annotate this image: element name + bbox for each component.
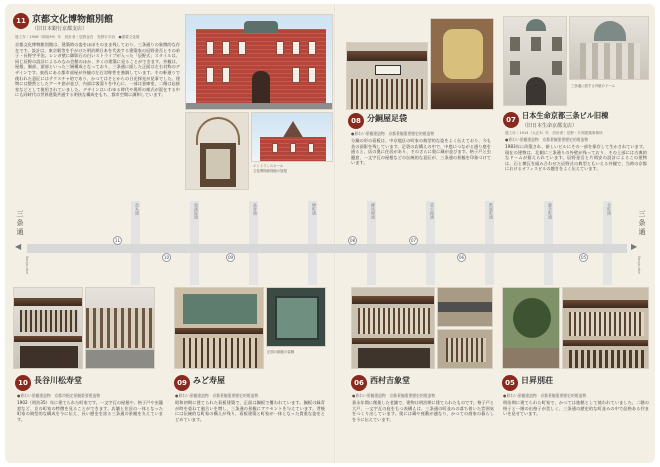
- cross-street: 富小路通: [426, 201, 435, 285]
- cross-street: 堺町通: [308, 201, 317, 285]
- cross-street: 烏丸通: [131, 201, 140, 285]
- photo-museum-roof: [251, 112, 333, 162]
- section-tag: ●界わい景観建造物 京都景観重要歴史的建造物: [352, 393, 436, 398]
- photo-museum-exterior: [185, 14, 333, 110]
- arrow-right-icon: ▶: [631, 242, 638, 251]
- section-title: 京都文化博物館別館: [32, 15, 114, 25]
- photo-hasegawa-facade: [13, 287, 83, 369]
- section-body: 明治期に建てられた町家で、かつては旅館として使われていました。二階の格子と一階の出格子が美しく、三条通の歴史的な町並みの中で品格ある佇まいを見せています。: [503, 400, 649, 417]
- cross-street: 麩屋町通: [485, 201, 494, 285]
- photo-midoriya-copper-detail: [266, 287, 326, 347]
- road-name-right: 三条通: [638, 210, 646, 237]
- map-marker: 07: [410, 238, 417, 243]
- section-body: 昭和初期に建てられた看板建築で、正面は銅板で覆われています。銅板の緑青が時を重ねて風合いを増し、三条通の景観にアクセントを与えています。背後には伝統的な町家の構えが残り、看板建築と町家が一体となった貴重な姿をとどめています。: [175, 400, 325, 422]
- section-subtitle: （旧日本銀行京都支店）: [32, 26, 88, 32]
- section-body: 嘉永年間に創業した老舗で、建物は明治期に建てられたものです。格子戸と大戸、一文字瓦の庇をもつ表構えは、三条通の町並みの落ち着いた雰囲気をつくり出しています。奥には蔵や座敷が連なり、かつての商家の暮らしを今に伝えています。: [352, 400, 494, 422]
- photo-caption: 文化博物館別館の屋根: [253, 169, 287, 173]
- section-title: 日本生命京都三条ビル旧棟: [522, 111, 609, 120]
- section-tag: ●界わい景観建造物 京都景観重要歴史的建造物: [503, 393, 587, 398]
- photo-nishimura-roof: [437, 287, 493, 327]
- photo-midoriya-facade: [174, 287, 264, 369]
- road-sub-left: Sanjo-dori: [25, 256, 29, 275]
- section-tag: ●界わい景観建造物 京都景観重要歴史的建造物: [505, 137, 589, 142]
- section-meta: 竣工年｜1906（明治39）年 設計者｜辰野金吾 長野宇平治 ●重要文化財: [15, 35, 140, 39]
- arrow-left-icon: ◀: [15, 242, 22, 251]
- sanjo-road: [27, 244, 627, 253]
- section-tag: ●界わい景観建造物 京都景観重要歴史的建造物: [175, 393, 259, 398]
- photo-nissho-garden: [502, 287, 560, 369]
- photo-entrance-hall: [185, 112, 249, 190]
- map-marker: 06: [458, 255, 465, 260]
- cross-street: 東洞院通: [190, 201, 199, 285]
- photo-nishimura-facade: [351, 287, 435, 369]
- section-body: 分銅の形の看板は、中京地区の町家の典型的な姿をよく伝えており、今も昔の面影を残しています。足袋の店構えの中で、中庭につながる通り庭を通ると、店の奥に住居があり、そのさらに奥に蔵が並びます。格子戸と虫籠窓、一文字瓦の屋根などの伝統的な意匠が、三条通の景観を印象づけています。: [351, 138, 491, 166]
- section-tag: ●界わい景観建造物 京都市指定景観重要建造物: [17, 393, 101, 398]
- photo-nishimura-detail: [437, 329, 493, 369]
- section-title: 日昇別荘: [521, 375, 553, 385]
- photo-nissay-building: [503, 16, 567, 106]
- cross-street: 高倉通: [249, 201, 258, 285]
- map-marker: 11: [114, 238, 121, 243]
- photo-nissho-facade: [562, 287, 649, 369]
- section-number-badge: 08: [348, 113, 364, 129]
- sanjo-street-map: [5, 201, 655, 285]
- road-sub-right: Sanjo-dori: [637, 256, 641, 275]
- cross-street: 柳馬場通: [367, 201, 376, 285]
- photo-fundoya-storefront: [346, 42, 428, 110]
- section-number-badge: 09: [174, 375, 190, 391]
- brochure-spread: [5, 4, 655, 463]
- cross-street: 御幸町通: [544, 201, 553, 285]
- section-body: 1983年に改築され、新しいビルにその一部を保存して生かされています。現在の建物は、北側に三条通りの外壁が残っており、その上部には古典的なドームが据えられています。辰野金吾と片岡安の設計によるこの建物は、石と煉瓦を組み合わせた辰野式の典型ともいえる外観で、当時の京都におけるオフィスビルの趣きをよく伝えています。: [505, 144, 647, 172]
- section-tag: ●界わい景観建造物 京都景観重要歴史的建造物: [351, 131, 435, 136]
- section-number-badge: 11: [13, 13, 29, 29]
- section-meta: 竣工年｜1914（大正3）年 設計者｜辰野・片岡建築事務所: [505, 131, 603, 135]
- photo-hasegawa-street: [85, 287, 155, 369]
- map-marker: 09: [227, 255, 234, 260]
- cross-street: 寺町通: [603, 201, 612, 285]
- section-title: みど寿屋: [193, 375, 225, 385]
- section-subtitle: （旧日本生命京都支店）: [522, 123, 578, 129]
- section-title: 長谷川松寿堂: [34, 375, 82, 385]
- photo-caption: 正面の銅板の装飾: [267, 350, 295, 354]
- section-number-badge: 07: [503, 112, 519, 128]
- section-number-badge: 05: [502, 375, 518, 391]
- photo-caption: 三条通に面する外壁のドーム: [571, 84, 616, 88]
- photo-fundoya-sign: [430, 18, 494, 110]
- section-number-badge: 10: [15, 375, 31, 391]
- section-title: 分銅屋足袋: [367, 113, 407, 123]
- map-marker: 08: [349, 238, 356, 243]
- photo-caption: エントランスホール: [253, 164, 284, 168]
- section-title: 西村吉象堂: [370, 375, 410, 385]
- map-marker: 10: [163, 255, 170, 260]
- road-name-left: 三条通: [16, 210, 24, 237]
- section-body: 京都文化博物館別館は、建築時の姿をほぼそのまま残しており、三条通りの象徴的な存在です。設計は、東京駅等を手がけた明治期日本を代表する建築家の辰野金吾とその弟子・長野宇平治。レンガ壁に御影石の白いストライプが入った「辰野式」スタイルは、同じ辰野の設計によるみなみ会館のほか、多くの建築に見ることができます。外観は、屋根、胴部、頂部といった三層構成となっており、三条通に面した正面は左右対称のデザインです。東西にある都市部屋が外観の左右対称性を強調しています。その軒廻りで使われた意匠にはテクスチャ的であり、かつてはそとからの日光採光が見事でした。建物には整然としたアーチ窓が並び、内部は客溜りを中心に、一部は金庫室、二階は応接室などとして使用されていました。デザインはいわゆる時代や場所の様式が混在する中にも同時代の世界建築共通する明快な構成をもち、都市空間に調和しています。: [15, 42, 180, 98]
- map-marker: 05: [580, 255, 587, 260]
- section-number-badge: 06: [351, 375, 367, 391]
- photo-nissay-dome: [569, 16, 649, 80]
- section-body: 1902（明治35）年に建てられた町家です。一文字瓦の屋根や、格子戸や虫籠窓など、京の町家の特徴を見ることができます。店舗と住居の一体となった町家の典型的な構成を今に伝え、長い歴史を誇る三条通の景観を支えています。: [17, 400, 163, 422]
